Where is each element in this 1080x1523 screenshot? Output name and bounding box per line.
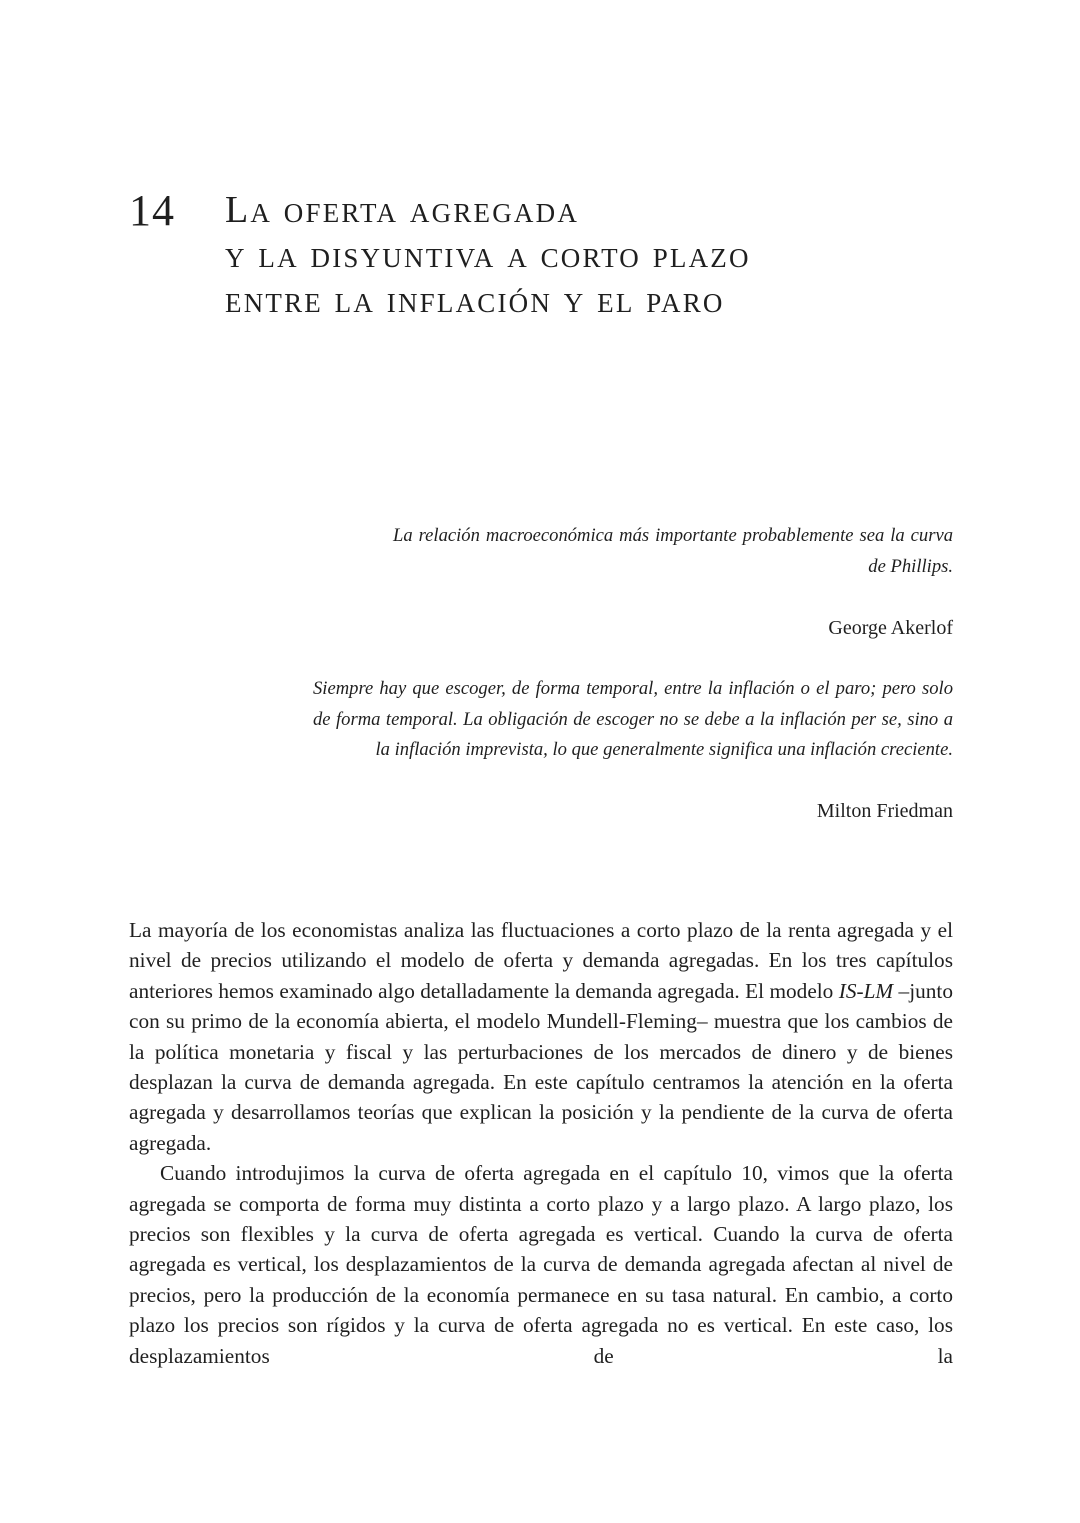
chapter-title [225, 188, 751, 323]
epigraph-author: Milton Friedman [816, 799, 953, 822]
paragraph-1-part-b: –junto con su primo de la economía abierta, el modelo Mundell-Fleming– muestra que los cambios de la política monetaria y fiscal y las perturbaciones de los mercados de dinero y de bienes desplazan la curva de demanda agregada. En este capítulo centramos la atención en la oferta agregada y desarrollamos teorías que explican la posición y la pendiente de la curva de oferta agregada. [129, 978, 953, 1155]
chapter-number: 14 [129, 186, 175, 235]
epigraph-author: George Akerlof [828, 617, 953, 639]
epigraph-quote: Siempre hay que escoger, de forma temporal, entre la inflación o el paro; pero solo de forma temporal. La obligación de escoger no se debe a la inflación per se, sino a la inflación imprevista, lo que generalmente significa una inflación creciente. [313, 678, 953, 760]
paragraph-1-part-a: La mayoría de los economistas analiza las fluctuaciones a corto plazo de la renta agregada y el nivel de precios utilizando el modelo de oferta y demanda agregadas. En los tres capítulos anteriores hemos examinado algo detalladamente la demanda agregada. El modelo [129, 918, 953, 1003]
chapter-title-line-2: y la disyuntiva a corto plazo [225, 234, 751, 276]
epigraph-quote: La relación macroeconómica más importante probablemente sea la curva de Phillips. [393, 525, 953, 577]
epigraph-friedman [313, 674, 953, 826]
chapter-title-line-1: La oferta agregada [225, 189, 580, 231]
epigraph-akerlof [393, 521, 953, 643]
body-text [129, 915, 953, 1371]
chapter-title-line-3: entre la inflación y el paro [225, 279, 725, 321]
paragraph-2: Cuando introdujimos la curva de oferta agregada en el capítulo 10, vimos que la oferta agregada se comporta de forma muy distinta a corto plazo y a largo plazo. A largo plazo, los precios son flexibles y la curva de oferta agregada es vertical. Cuando la curva de oferta agregada es vertical, los desplazamientos de la curva de demanda agregada afectan al nivel de precios, pero la producción de la economía permanece en su tasa natural. En cambio, a corto plazo los precios son rígidos y la curva de oferta agregada no es vertical. En este caso, los desplazamientos de la [129, 1161, 953, 1368]
model-name-is-lm: IS-LM [838, 978, 894, 1003]
paragraph-1 [129, 915, 953, 1158]
